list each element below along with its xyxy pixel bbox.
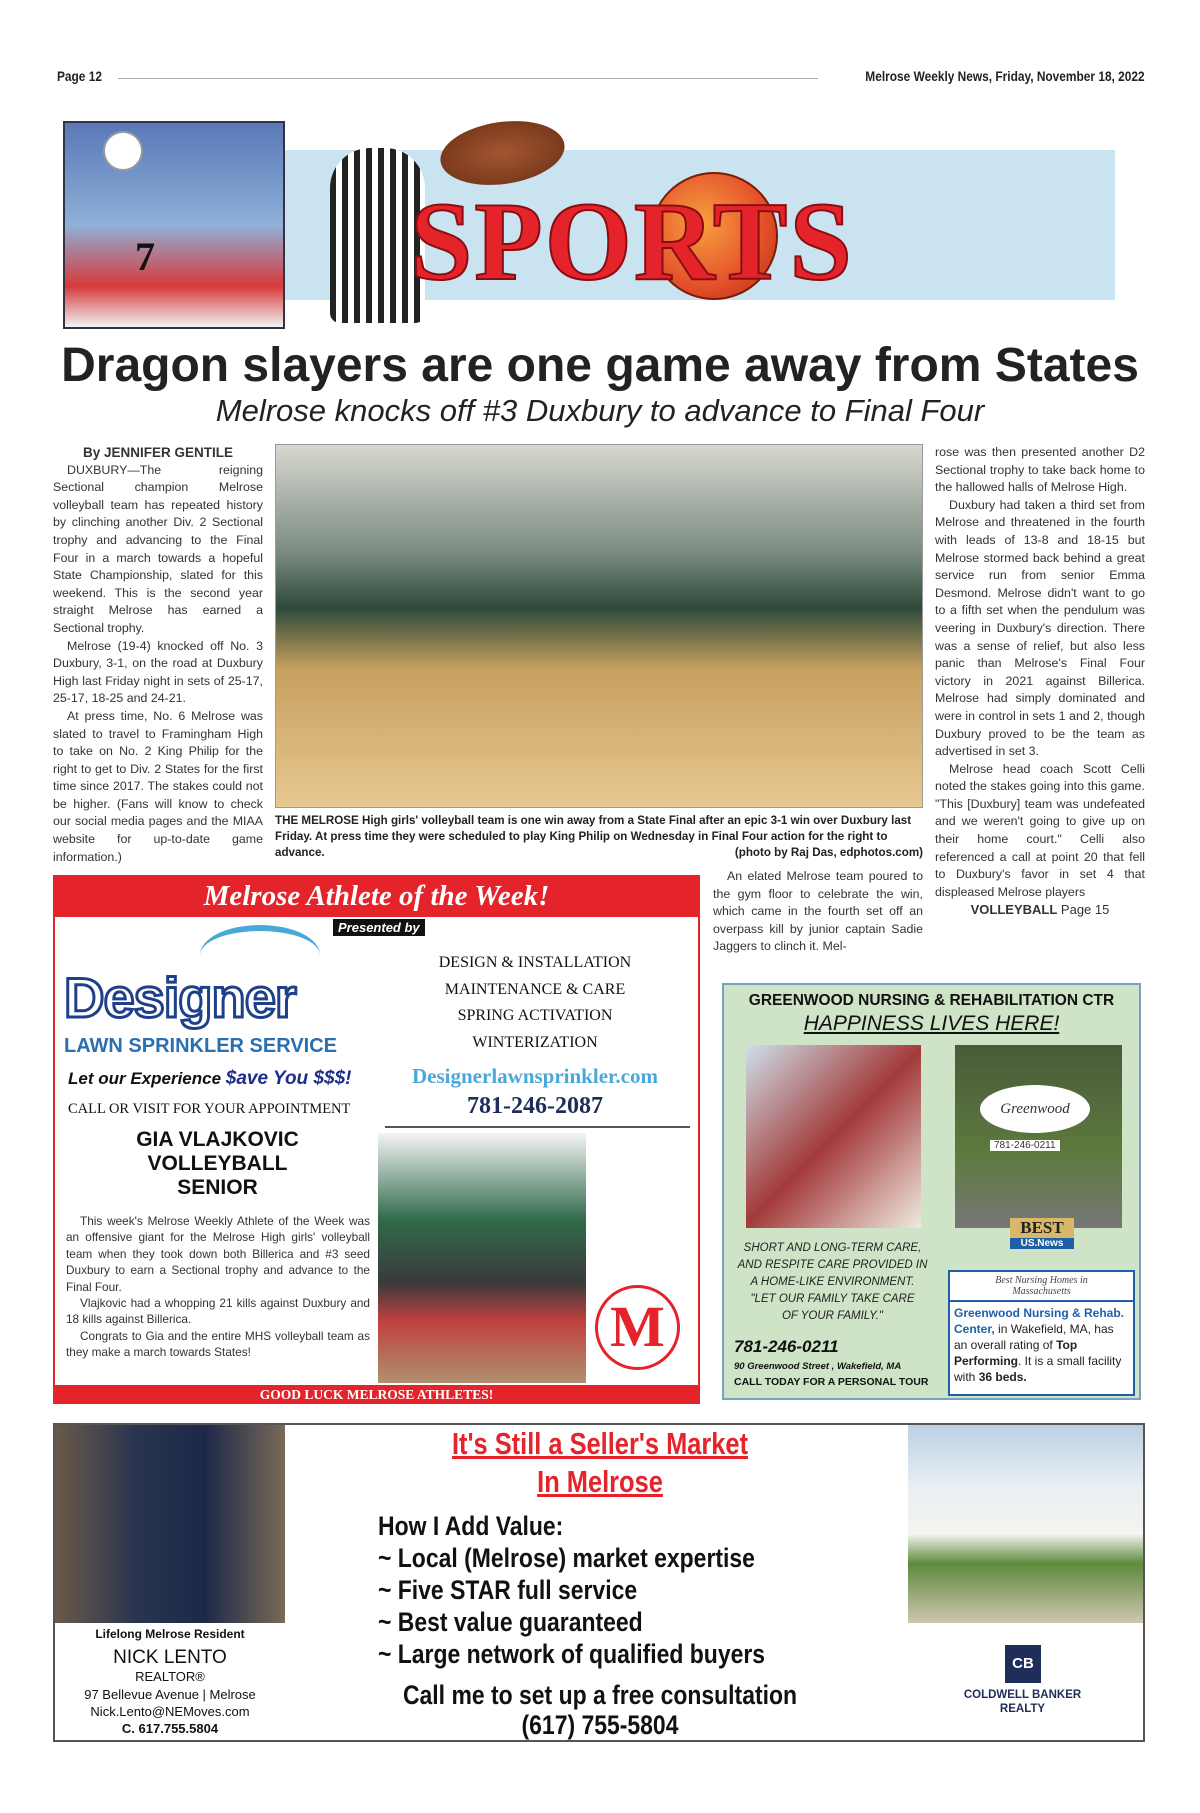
paragraph: Vlajkovic had a whopping 21 kills against Duxbury and 18 kills against Billerica. [66, 1296, 370, 1327]
photo-credit: (photo by Raj Das, edphotos.com) [734, 845, 923, 859]
volleyball-icon [103, 131, 143, 171]
sponsor-phone: 781-246-2087 [467, 1093, 603, 1119]
value-item: ~ Local (Melrose) market expertise [378, 1543, 755, 1573]
volleyball-illustration [63, 121, 285, 329]
rating-beds: 36 beds. [978, 1370, 1027, 1384]
jump-page: Page 15 [1060, 902, 1110, 918]
athlete-name [60, 1128, 375, 1200]
masthead: Melrose Weekly News, Friday, November 18, 2022 [865, 68, 1145, 84]
presented-by: Presented by [333, 919, 425, 936]
paragraph: Melrose (19-4) knocked off No. 3 Duxbury, 3-1, on the road at Duxbury High last Friday night in sets of 25-17, 25-17, 18-25 and 24-21. [53, 638, 263, 706]
sponsor-services [385, 950, 685, 1056]
sign-phone: 781-246-0211 [990, 1140, 1060, 1151]
house-photo [908, 1425, 1143, 1623]
value-item: ~ Best value guaranteed [378, 1607, 643, 1637]
athlete-title: Melrose Athlete of the Week! [53, 875, 700, 917]
badge-subtitle: Best Nursing Homes in Massachusetts [950, 1272, 1133, 1302]
header-rule [118, 78, 818, 79]
care-description [730, 1240, 935, 1325]
value-title: How I Add Value: [378, 1511, 564, 1541]
brand-line: COLDWELL BANKER [963, 1689, 1082, 1701]
care-line: A HOME-LIKE ENVIRONMENT. [750, 1276, 915, 1288]
rating-level: Top Performing [954, 1338, 1078, 1368]
greenwood-title: GREENWOOD NURSING & REHABILITATION CTR [748, 992, 1115, 1009]
photo-caption [275, 813, 923, 860]
jersey-number: 7 [135, 234, 155, 279]
residents-photo [746, 1045, 921, 1228]
service-item: DESIGN & INSTALLATION [438, 954, 632, 971]
realtor-photo [55, 1425, 285, 1623]
athlete-text [66, 1213, 370, 1361]
greenwood-phone: 781-246-0211 [734, 1337, 839, 1356]
realtor-resident: Lifelong Melrose Resident [95, 1627, 245, 1641]
melrose-logo: M [595, 1285, 680, 1370]
realtor-cell: C. 617.755.5804 [121, 1721, 219, 1736]
coldwell-banker-logo: CB [1005, 1645, 1041, 1683]
headline: Dragon slayers are one game away from States [61, 339, 1139, 392]
sponsor-website[interactable]: Designerlawnsprinkler.com [412, 1064, 658, 1088]
care-line: OF YOUR FAMILY." [781, 1310, 884, 1322]
tagline-part: Let our Experience [68, 1069, 226, 1088]
article-column-right [935, 444, 1145, 919]
jump-line[interactable] [935, 901, 1145, 919]
realtor-address: 97 Bellevue Avenue | Melrose [84, 1687, 256, 1702]
paragraph: At press time, No. 6 Melrose was slated to travel to Framingham High to take on No. 2 King Philip for the right to get to Div. 2 States for the first time since 2017. The stakes could not be higher. (Fans will know to check our social media pages and the MIAA website for up-to-date game information.) [53, 708, 263, 864]
sponsor-tagline [68, 1068, 351, 1090]
value-list [378, 1510, 765, 1670]
cta-phone: (617) 755-5804 [521, 1710, 679, 1740]
page-number: Page 12 [56, 68, 102, 84]
caption-text: THE MELROSE High girls' volleyball team is one win away from a State Final after an epic 3-1 win over Duxbury last Friday. At press time they were scheduled to play King Philip on Wednesday in Final Four action for the right to advance. [275, 814, 912, 859]
badge-usnews: US.News [1010, 1238, 1074, 1249]
sponsor-logo: Designer [64, 966, 296, 1029]
paragraph: This week's Melrose Weekly Athlete of the Week was an offensive giant for the Melrose High girls' volleyball team when they took down both Billerica and #3 seed Duxbury to earn a Sectional trophy and advance to the Final Four. [66, 1214, 370, 1294]
usnews-badge [1010, 1218, 1074, 1249]
rating-part: . It is a small facility with [954, 1354, 1122, 1384]
sign-text: Greenwood [980, 1085, 1090, 1133]
greenwood-sign-photo [955, 1045, 1122, 1228]
paragraph: An elated Melrose team poured to the gym floor to celebrate the win, which came in the fourth set off an overpass kill by junior captain Sadie Jaggers to clinch it. Mel- [713, 869, 923, 954]
divider [385, 1126, 690, 1128]
greenwood-address: 90 Greenwood Street , Wakefield, MA [734, 1361, 902, 1372]
care-line: AND RESPITE CARE PROVIDED IN [737, 1259, 928, 1271]
brand-name [935, 1688, 1110, 1716]
tagline-emphasis: $ave You $$$! [225, 1068, 352, 1089]
value-item: ~ Large network of qualified buyers [378, 1639, 766, 1669]
headline-line: In Melrose [537, 1464, 663, 1499]
rating-facility: Greenwood Nursing & Rehab. Center, [954, 1306, 1125, 1336]
sponsor-subtitle: LAWN SPRINKLER SERVICE [64, 1035, 337, 1057]
jump-label: VOLLEYBALL [970, 902, 1058, 918]
article-column-middle [713, 868, 923, 956]
cta-text: Call me to set up a free consultation [402, 1680, 798, 1710]
service-item: MAINTENANCE & CARE [444, 980, 626, 998]
subheadline: Melrose knocks off #3 Duxbury to advance to Final Four [215, 393, 985, 428]
call-to-action [300, 1680, 900, 1740]
service-item: WINTERIZATION [472, 1033, 598, 1051]
paragraph: rose was then presented another D2 Sectional trophy to take back home to the hallowed halls of Melrose High. [935, 445, 1145, 495]
realtor-title: REALTOR® [135, 1669, 205, 1684]
paragraph: DUXBURY—The reigning Sectional champion Melrose volleyball team has repeated history by clinching another Div. 2 Sectional trophy and advancing to the Final Four in a march towards a hopeful State Championship, slated for this weekend. This is the second year straight Melrose has earned a Sectional trophy. [53, 462, 263, 635]
market-headline [300, 1425, 900, 1501]
byline: By JENNIFER GENTILE [82, 445, 234, 460]
rating-box [948, 1270, 1135, 1396]
service-item: SPRING ACTIVATION [457, 1007, 613, 1024]
headline-line: It's Still a Seller's Market [451, 1426, 749, 1461]
athlete-footer: GOOD LUCK MELROSE ATHLETES! [53, 1385, 700, 1404]
article-column-left [53, 444, 263, 866]
sports-title: SPORTS [410, 180, 854, 304]
name-line: VOLLEYBALL [147, 1152, 288, 1175]
athlete-photo [378, 1133, 586, 1383]
badge-best: BEST [1010, 1218, 1074, 1238]
brand-line: REALTY [999, 1703, 1046, 1715]
sponsor-call: CALL OR VISIT FOR YOUR APPOINTMENT [68, 1101, 351, 1117]
greenwood-slogan: HAPPINESS LIVES HERE! [803, 1012, 1060, 1035]
paragraph: Melrose head coach Scott Celli noted the stakes going into this game. "This [Duxbury] team was undefeated and we weren't going to give up on their home court." Celli also referenced a call at point 20 that fell to Duxbury's favor in set 4 that displeased Melrose players [935, 761, 1145, 899]
paragraph: Duxbury had taken a third set from Melrose and threatened in the fourth with leads of 13-8 and 18-15 but Melrose stormed back behind a great service run from senior Emma Desmond. Melrose didn't want to go to a fifth set when the pendulum was veering in Duxbury's direction. There was a sense of relief, but also less panic than Melrose's Final Four victory in 2021 against Billerica. Melrose had simply dominated and were in control in sets 1 and 2, though Duxbury proved to be the team as advertised in set 3. [935, 497, 1145, 759]
realtor-email[interactable]: Nick.Lento@NEMoves.com [90, 1704, 250, 1719]
name-line: GIA VLAJKOVIC [136, 1128, 299, 1151]
volleyball-team-photo [275, 444, 923, 808]
realtor-info [55, 1627, 285, 1736]
paragraph: Congrats to Gia and the entire MHS volleyball team as they make a march towards States! [66, 1328, 370, 1360]
name-line: SENIOR [177, 1176, 258, 1199]
value-item: ~ Five STAR full service [378, 1575, 638, 1605]
care-line: SHORT AND LONG-TERM CARE, [743, 1242, 922, 1254]
rating-text [950, 1302, 1133, 1388]
greenwood-tour: CALL TODAY FOR A PERSONAL TOUR [734, 1376, 929, 1388]
rating-part: in Wakefield, MA, has an overall rating of [954, 1322, 1114, 1352]
care-line: "LET OUR FAMILY TAKE CARE [750, 1293, 915, 1305]
realtor-name: NICK LENTO [113, 1647, 227, 1668]
